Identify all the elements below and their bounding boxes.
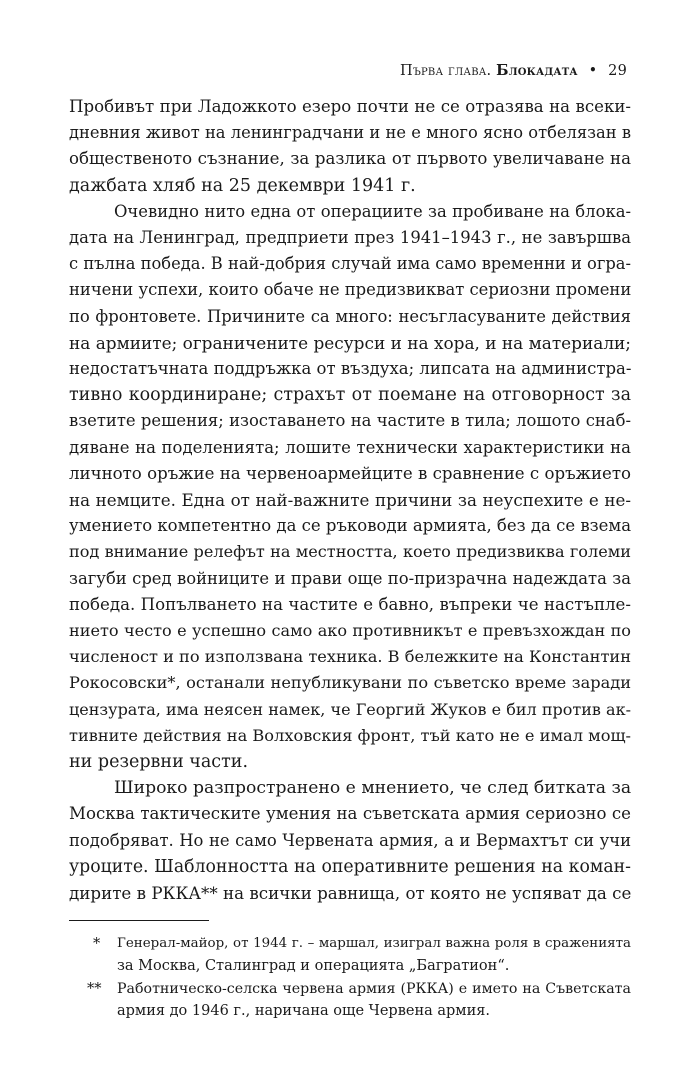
text-line: тивните действия на Волховския фронт, тъй като не е имал мощ- [69,725,631,745]
text-line: дневния живот на ленинградчани и не е много ясно отбелязан в [69,123,631,143]
footnote [69,978,631,1023]
paragraph [69,775,631,906]
text-line: загуби сред войниците и прави още по-призрачна надеждата за [69,568,631,588]
text-line: Очевидно нито една от операциите за пробиване на блока- [114,201,631,221]
text-line: по фронтовете. Причините са много: несъгласуваните действия [69,306,631,326]
text-line: Рокосовски*, останали непубликувани по съветско време заради [69,673,631,693]
text-line: ничени успехи, които обаче не предизвикват сериозни промени [69,280,632,300]
text-line: на армиите; ограничените ресурси и на хора, и на материали; [69,332,631,353]
footnote-line: армия до 1946 г., наричана още Червена армия. [117,1003,490,1020]
text-line: Пробивът при Ладожкото езеро почти не се отразява на всеки- [69,97,631,116]
text-line: подобряват. Но не само Червената армия, а и Вермахтът си учи [69,830,631,850]
paragraph [69,199,631,775]
text-line: дажбата хляб на 25 декември 1941 г. [69,175,416,196]
footnote-mark: * [93,936,101,952]
text-line: дирите в РККА** на всички равнища, от която не успяват да се [69,883,632,904]
chapter-title: Блокадата [496,62,578,79]
text-line: тивно координиране; страхът от поемане на отговорност за [69,385,631,406]
header-separator: • [588,63,598,79]
text-line: дата на Ленинград, предприети през 1941–1943 г., не завършва [69,228,631,248]
footnote-mark: ** [87,980,102,997]
chapter-label: Първа глава. [400,63,492,79]
text-line: взетите решения; изоставането на частите в тила; лошото снаб- [69,411,631,431]
text-line: общественото съзнание, за разлика от първото увеличаване на [69,149,631,169]
page-number: 29 [608,63,627,79]
text-line: личното оръжие на червеноармейците в сравнение с оръжието [69,463,631,483]
text-line: недостатъчната поддръжка от въздуха; липсата на администра- [69,359,632,379]
text-line: под внимание релефът на местността, което предизвиква големи [69,542,631,562]
text-line: Москва тактическите умения на съветската армия сериозно се [69,804,631,824]
text-line: уроците. Шаблонността на оперативните решения на коман- [69,856,631,877]
footnote-rule [69,920,209,921]
footnote-line: за Москва, Сталинград и операцията „Багратион“. [117,958,510,975]
footnote [69,933,631,978]
footnote-line: Генерал-майор, от 1944 г. – маршал, изиграл важна роля в сраженията [117,936,631,951]
text-line: умението компетентно да се ръководи армията, без да се взема [69,516,632,536]
footnote-line: Работническо-селска червена армия (РККА) е името на Съветската [117,980,631,997]
text-line: цензурата, има неясен намек, че Георгий Жуков е бил против ак- [69,699,631,719]
footnotes [69,933,631,1023]
text-line: нието често е успешно само ако противникът е превъзхождан по [69,621,631,641]
text-line: Широко разпространено е мнението, че след битката за [114,778,632,799]
text-line: дяване на поделенията; лошите технически характеристики на [69,437,631,457]
text-line: численост и по използвана техника. В бележките на Константин [69,647,632,667]
text-line: ни резервни части. [69,752,249,773]
text-line: с пълна победа. В най-добрия случай има само временни и огра- [69,254,631,274]
text-line: на немците. Една от най-важните причини за неуспехите е не- [69,490,631,511]
text-line: победа. Попълването на частите е бавно, въпреки че настъпле- [69,594,631,614]
paragraph [69,94,631,199]
body-text [69,94,631,906]
running-header [400,62,627,79]
